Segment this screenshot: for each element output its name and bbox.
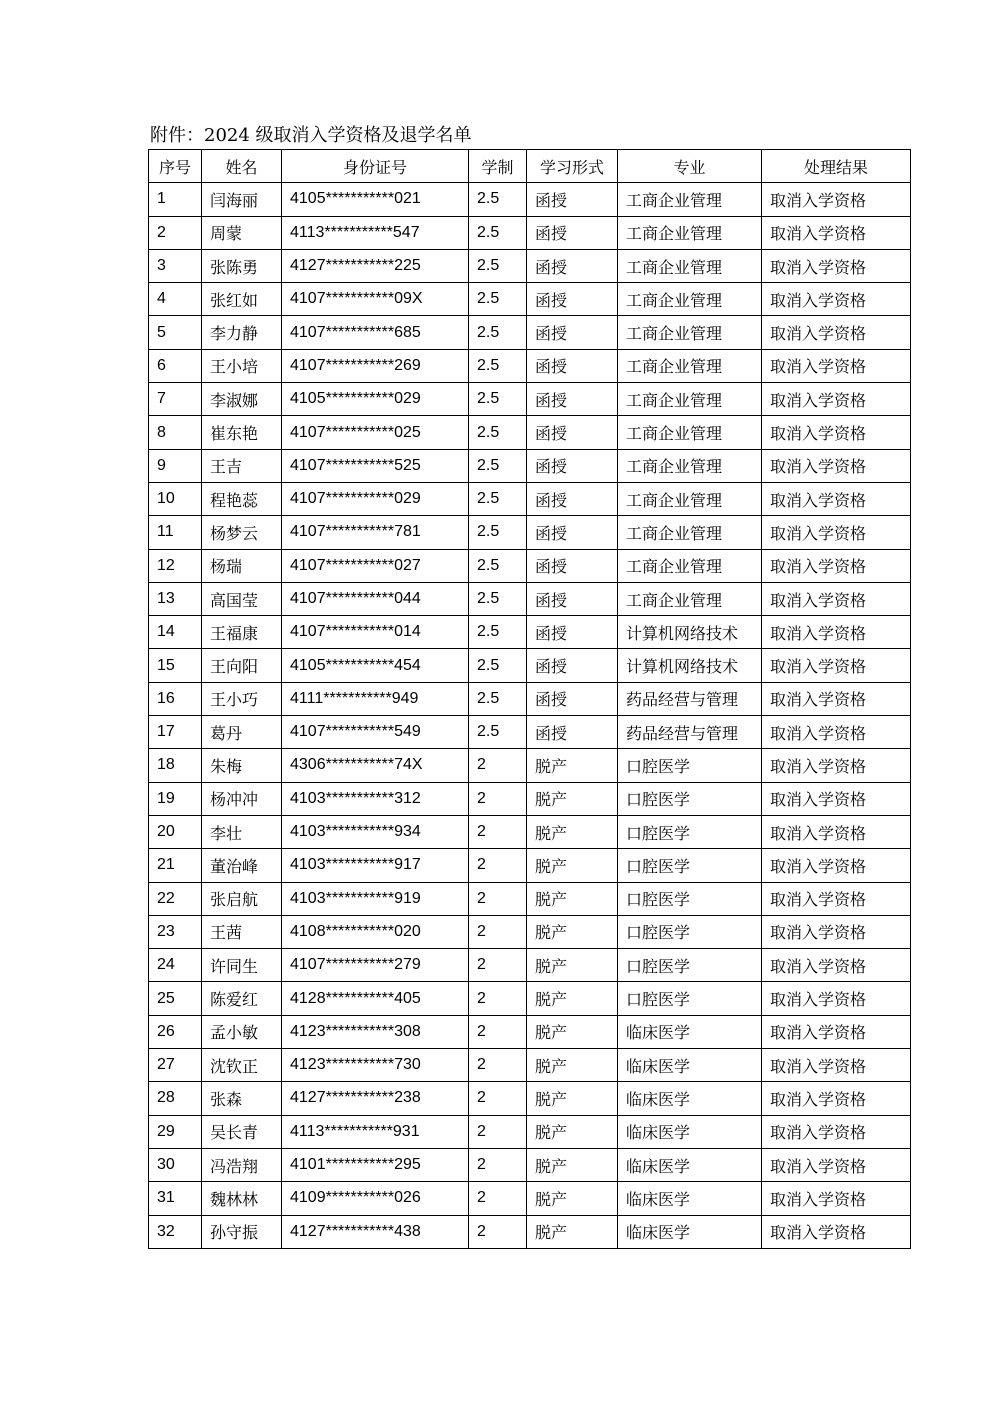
cell-id-number: 4103***********934 [282,815,469,848]
cell-duration: 2 [469,782,527,815]
header-row [149,150,911,183]
cell-major: 临床医学 [618,1049,762,1082]
cell-duration: 2 [469,1049,527,1082]
cell-id-number: 4127***********225 [282,249,469,282]
cell-name: 王向阳 [202,649,282,682]
cell-id-number: 4105***********021 [282,183,469,216]
cell-id-number: 4108***********020 [282,915,469,948]
cell-major: 计算机网络技术 [618,616,762,649]
cell-duration: 2.5 [469,349,527,382]
cell-major: 临床医学 [618,1148,762,1181]
cell-id-number: 4107***********025 [282,416,469,449]
cell-name: 王茜 [202,915,282,948]
cell-seq: 28 [149,1082,202,1115]
cell-id-number: 4127***********438 [282,1215,469,1248]
cell-duration: 2.5 [469,416,527,449]
cell-major: 药品经营与管理 [618,716,762,749]
cell-major: 临床医学 [618,1182,762,1215]
cell-result: 取消入学资格 [762,449,911,482]
cell-seq: 7 [149,383,202,416]
cell-major: 工商企业管理 [618,549,762,582]
cell-name: 王吉 [202,449,282,482]
cell-study-mode: 函授 [527,283,618,316]
cell-name: 程艳蕊 [202,482,282,515]
table-row [149,349,911,382]
cell-result: 取消入学资格 [762,1015,911,1048]
cell-study-mode: 函授 [527,516,618,549]
cell-seq: 25 [149,982,202,1015]
cell-major: 工商企业管理 [618,183,762,216]
cell-study-mode: 函授 [527,482,618,515]
cell-seq: 20 [149,815,202,848]
cell-seq: 1 [149,183,202,216]
cell-name: 魏林林 [202,1182,282,1215]
cell-major: 工商企业管理 [618,516,762,549]
table-row [149,849,911,882]
cell-study-mode: 函授 [527,582,618,615]
cell-duration: 2 [469,1215,527,1248]
cell-seq: 18 [149,749,202,782]
cell-id-number: 4107***********549 [282,716,469,749]
cell-result: 取消入学资格 [762,882,911,915]
cell-duration: 2 [469,1082,527,1115]
cell-study-mode: 函授 [527,416,618,449]
cell-duration: 2.5 [469,482,527,515]
cell-seq: 26 [149,1015,202,1048]
cell-result: 取消入学资格 [762,915,911,948]
cell-id-number: 4111***********949 [282,682,469,715]
cell-result: 取消入学资格 [762,416,911,449]
cell-seq: 21 [149,849,202,882]
cell-seq: 24 [149,949,202,982]
cell-result: 取消入学资格 [762,616,911,649]
cell-result: 取消入学资格 [762,183,911,216]
cell-study-mode: 脱产 [527,1082,618,1115]
cell-duration: 2.5 [469,549,527,582]
cell-major: 工商企业管理 [618,383,762,416]
cell-seq: 15 [149,649,202,682]
cell-id-number: 4113***********547 [282,216,469,249]
cell-seq: 9 [149,449,202,482]
cell-id-number: 4306***********74X [282,749,469,782]
cell-seq: 10 [149,482,202,515]
cell-seq: 30 [149,1148,202,1181]
cell-result: 取消入学资格 [762,949,911,982]
cell-result: 取消入学资格 [762,815,911,848]
cell-result: 取消入学资格 [762,349,911,382]
cell-major: 工商企业管理 [618,283,762,316]
cell-seq: 2 [149,216,202,249]
cell-result: 取消入学资格 [762,1148,911,1181]
cell-name: 王福康 [202,616,282,649]
table-row [149,482,911,515]
cell-id-number: 4101***********295 [282,1148,469,1181]
cell-study-mode: 函授 [527,183,618,216]
cell-major: 计算机网络技术 [618,649,762,682]
cell-result: 取消入学资格 [762,316,911,349]
cell-study-mode: 函授 [527,349,618,382]
cell-id-number: 4105***********029 [282,383,469,416]
cell-name: 李淑娜 [202,383,282,416]
cell-result: 取消入学资格 [762,682,911,715]
table-row [149,815,911,848]
cell-study-mode: 脱产 [527,782,618,815]
cell-result: 取消入学资格 [762,383,911,416]
table-row [149,216,911,249]
cell-seq: 19 [149,782,202,815]
cell-study-mode: 脱产 [527,982,618,1015]
cell-study-mode: 脱产 [527,1049,618,1082]
cell-duration: 2 [469,749,527,782]
cell-name: 李壮 [202,815,282,848]
table-row [149,549,911,582]
cell-duration: 2.5 [469,316,527,349]
cell-major: 口腔医学 [618,815,762,848]
cell-result: 取消入学资格 [762,849,911,882]
cell-major: 口腔医学 [618,782,762,815]
table-row [149,1115,911,1148]
cell-name: 崔东艳 [202,416,282,449]
cell-seq: 32 [149,1215,202,1248]
cell-name: 李力静 [202,316,282,349]
table-row [149,383,911,416]
cell-id-number: 4113***********931 [282,1115,469,1148]
cell-name: 陈爱红 [202,982,282,1015]
cell-result: 取消入学资格 [762,283,911,316]
cell-duration: 2.5 [469,682,527,715]
header-name: 姓名 [202,150,282,183]
cell-major: 临床医学 [618,1215,762,1248]
cell-major: 口腔医学 [618,949,762,982]
cell-study-mode: 函授 [527,249,618,282]
cell-duration: 2 [469,982,527,1015]
cell-result: 取消入学资格 [762,516,911,549]
cell-major: 口腔医学 [618,849,762,882]
cell-duration: 2.5 [469,183,527,216]
table-row [149,982,911,1015]
cell-result: 取消入学资格 [762,582,911,615]
cell-seq: 13 [149,582,202,615]
cell-major: 工商企业管理 [618,449,762,482]
cell-name: 张红如 [202,283,282,316]
cell-seq: 12 [149,549,202,582]
cell-id-number: 4107***********029 [282,482,469,515]
cell-result: 取消入学资格 [762,749,911,782]
cell-seq: 3 [149,249,202,282]
cell-seq: 31 [149,1182,202,1215]
cell-id-number: 4103***********917 [282,849,469,882]
cell-duration: 2.5 [469,383,527,416]
cell-id-number: 4109***********026 [282,1182,469,1215]
table-row [149,283,911,316]
cell-study-mode: 函授 [527,682,618,715]
cell-study-mode: 脱产 [527,815,618,848]
cell-result: 取消入学资格 [762,1049,911,1082]
cell-name: 董治峰 [202,849,282,882]
cell-name: 吴长青 [202,1115,282,1148]
cell-id-number: 4123***********730 [282,1049,469,1082]
table-row [149,1215,911,1248]
cell-major: 工商企业管理 [618,482,762,515]
cell-result: 取消入学资格 [762,716,911,749]
cell-study-mode: 函授 [527,549,618,582]
table-row [149,1148,911,1181]
cell-duration: 2 [469,882,527,915]
cell-result: 取消入学资格 [762,649,911,682]
cell-study-mode: 脱产 [527,1215,618,1248]
cell-major: 临床医学 [618,1115,762,1148]
table-row [149,1082,911,1115]
table-row [149,316,911,349]
cell-seq: 4 [149,283,202,316]
cell-id-number: 4107***********044 [282,582,469,615]
header-id-number: 身份证号 [282,150,469,183]
table-row [149,682,911,715]
cell-seq: 8 [149,416,202,449]
header-result: 处理结果 [762,150,911,183]
cell-result: 取消入学资格 [762,1215,911,1248]
cell-result: 取消入学资格 [762,482,911,515]
table-row [149,649,911,682]
cell-result: 取消入学资格 [762,1115,911,1148]
cell-duration: 2 [469,815,527,848]
cell-major: 工商企业管理 [618,316,762,349]
cell-seq: 27 [149,1049,202,1082]
cell-study-mode: 函授 [527,383,618,416]
cell-name: 孙守振 [202,1215,282,1248]
table-row [149,416,911,449]
cell-seq: 14 [149,616,202,649]
cell-duration: 2.5 [469,516,527,549]
cell-study-mode: 脱产 [527,1115,618,1148]
cell-seq: 16 [149,682,202,715]
cell-duration: 2 [469,849,527,882]
cell-result: 取消入学资格 [762,1082,911,1115]
roster-table [148,149,911,1249]
cell-study-mode: 脱产 [527,915,618,948]
cell-name: 张启航 [202,882,282,915]
table-row [149,949,911,982]
cell-major: 临床医学 [618,1015,762,1048]
roster-body [149,183,911,1249]
cell-seq: 29 [149,1115,202,1148]
cell-study-mode: 脱产 [527,949,618,982]
cell-result: 取消入学资格 [762,549,911,582]
cell-id-number: 4107***********685 [282,316,469,349]
cell-id-number: 4105***********454 [282,649,469,682]
cell-duration: 2 [469,949,527,982]
cell-study-mode: 脱产 [527,882,618,915]
cell-id-number: 4107***********014 [282,616,469,649]
cell-result: 取消入学资格 [762,1182,911,1215]
cell-study-mode: 函授 [527,616,618,649]
cell-study-mode: 脱产 [527,1015,618,1048]
table-row [149,749,911,782]
table-row [149,915,911,948]
cell-seq: 17 [149,716,202,749]
cell-name: 朱梅 [202,749,282,782]
cell-study-mode: 函授 [527,316,618,349]
cell-result: 取消入学资格 [762,216,911,249]
table-row [149,882,911,915]
cell-name: 张森 [202,1082,282,1115]
cell-duration: 2 [469,1182,527,1215]
cell-id-number: 4107***********027 [282,549,469,582]
cell-study-mode: 函授 [527,649,618,682]
cell-major: 工商企业管理 [618,249,762,282]
cell-duration: 2.5 [469,449,527,482]
cell-major: 药品经营与管理 [618,682,762,715]
table-row [149,249,911,282]
header-major: 专业 [618,150,762,183]
cell-study-mode: 脱产 [527,849,618,882]
cell-major: 口腔医学 [618,749,762,782]
header-seq: 序号 [149,150,202,183]
table-row [149,449,911,482]
cell-result: 取消入学资格 [762,982,911,1015]
cell-name: 葛丹 [202,716,282,749]
cell-duration: 2.5 [469,216,527,249]
cell-id-number: 4103***********312 [282,782,469,815]
cell-id-number: 4107***********09X [282,283,469,316]
table-row [149,1015,911,1048]
cell-id-number: 4103***********919 [282,882,469,915]
cell-study-mode: 脱产 [527,1148,618,1181]
cell-name: 张陈勇 [202,249,282,282]
cell-duration: 2.5 [469,283,527,316]
cell-duration: 2.5 [469,649,527,682]
cell-name: 冯浩翔 [202,1148,282,1181]
cell-name: 高国莹 [202,582,282,615]
table-row [149,716,911,749]
cell-id-number: 4107***********269 [282,349,469,382]
cell-study-mode: 函授 [527,449,618,482]
cell-name: 王小培 [202,349,282,382]
cell-duration: 2 [469,915,527,948]
header-study-mode: 学习形式 [527,150,618,183]
cell-study-mode: 函授 [527,716,618,749]
table-row [149,516,911,549]
cell-seq: 23 [149,915,202,948]
cell-duration: 2.5 [469,249,527,282]
cell-major: 工商企业管理 [618,349,762,382]
cell-major: 口腔医学 [618,982,762,1015]
cell-name: 杨瑞 [202,549,282,582]
cell-name: 闫海丽 [202,183,282,216]
cell-id-number: 4123***********308 [282,1015,469,1048]
cell-duration: 2.5 [469,616,527,649]
header-duration: 学制 [469,150,527,183]
cell-result: 取消入学资格 [762,782,911,815]
cell-major: 工商企业管理 [618,582,762,615]
cell-name: 杨冲冲 [202,782,282,815]
cell-seq: 5 [149,316,202,349]
table-row [149,1049,911,1082]
cell-duration: 2.5 [469,582,527,615]
cell-name: 孟小敏 [202,1015,282,1048]
page-title: 附件：2024 级取消入学资格及退学名单 [150,125,472,146]
cell-name: 周蒙 [202,216,282,249]
table-row [149,1182,911,1215]
cell-id-number: 4107***********781 [282,516,469,549]
cell-id-number: 4127***********238 [282,1082,469,1115]
cell-name: 杨梦云 [202,516,282,549]
cell-name: 王小巧 [202,682,282,715]
cell-major: 口腔医学 [618,882,762,915]
cell-seq: 22 [149,882,202,915]
cell-duration: 2.5 [469,716,527,749]
cell-result: 取消入学资格 [762,249,911,282]
cell-seq: 6 [149,349,202,382]
cell-study-mode: 脱产 [527,1182,618,1215]
cell-name: 许同生 [202,949,282,982]
cell-duration: 2 [469,1148,527,1181]
cell-id-number: 4107***********279 [282,949,469,982]
cell-seq: 11 [149,516,202,549]
cell-duration: 2 [469,1015,527,1048]
cell-major: 工商企业管理 [618,416,762,449]
cell-study-mode: 函授 [527,216,618,249]
cell-major: 临床医学 [618,1082,762,1115]
cell-id-number: 4107***********525 [282,449,469,482]
cell-name: 沈钦正 [202,1049,282,1082]
cell-id-number: 4128***********405 [282,982,469,1015]
table-row [149,582,911,615]
table-row [149,782,911,815]
cell-study-mode: 脱产 [527,749,618,782]
cell-major: 口腔医学 [618,915,762,948]
table-row [149,616,911,649]
cell-duration: 2 [469,1115,527,1148]
cell-major: 工商企业管理 [618,216,762,249]
table-row [149,183,911,216]
